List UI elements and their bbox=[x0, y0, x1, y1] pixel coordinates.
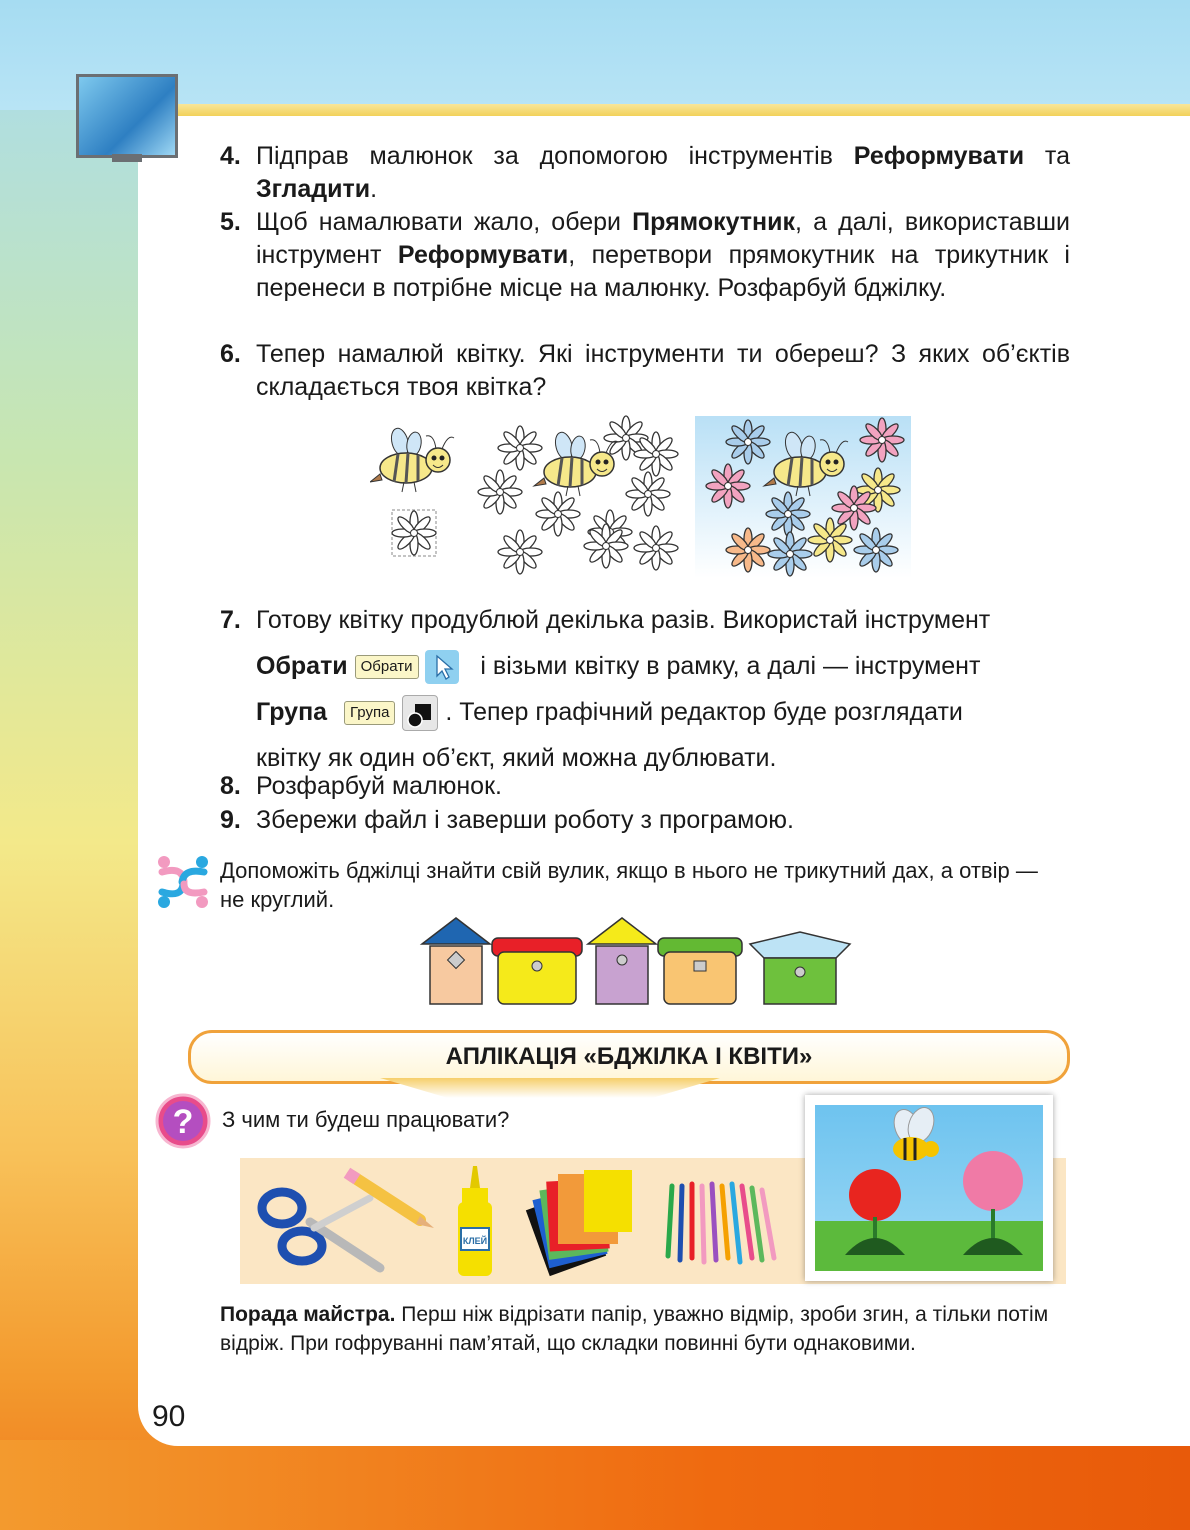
bottom-band bbox=[0, 1440, 1190, 1530]
step-text: Щоб намалювати жало, обери Прямокутник, а далі, використавши інструмент Реформувати, перетвори прямокутник на трикутник і перенеси в потрібне місце на малюнку. Розфарбуй бджілку. bbox=[256, 208, 1070, 302]
step-number: 6. bbox=[220, 340, 241, 368]
beehives bbox=[410, 916, 860, 1010]
step-7-line-1: Готову квітку продублюй декілька разів. Використай інструмент bbox=[256, 606, 991, 634]
section-title: АПЛІКАЦІЯ «БДЖІЛКА І КВІТИ» bbox=[445, 1043, 813, 1070]
materials-illustration bbox=[240, 1158, 800, 1284]
colored-paper-icon bbox=[526, 1170, 632, 1276]
step-7-line-3: . Тепер графічний редактор буде розглядати bbox=[445, 698, 963, 726]
svg-text:?: ? bbox=[172, 1103, 194, 1141]
step-9 bbox=[220, 804, 1070, 837]
step-number: 9. bbox=[220, 806, 241, 834]
group-tool-chip: Група bbox=[344, 701, 395, 725]
puzzle-people-icon bbox=[154, 852, 212, 912]
markers-icon bbox=[668, 1184, 774, 1262]
group-shapes-icon bbox=[402, 695, 438, 731]
beehive bbox=[422, 918, 490, 1004]
group-tool-name: Група bbox=[256, 698, 328, 726]
step-text: Розфарбуй малюнок. bbox=[256, 772, 502, 800]
tip-heading: Порада майстра. bbox=[220, 1303, 396, 1326]
beehive bbox=[750, 932, 850, 1004]
puzzle-text: Допоможіть бджілці знайти свій вулик, якщо в нього не трикутний дах, а отвір — не круглий. bbox=[220, 858, 1038, 912]
beehive bbox=[492, 938, 582, 1004]
step-number: 7. bbox=[220, 606, 241, 634]
cursor-arrow-icon bbox=[425, 650, 459, 684]
glue-bottle-icon bbox=[458, 1166, 492, 1276]
step-7-line-2: і візьми квітку в рамку, а далі — інструмент bbox=[480, 652, 981, 680]
step-4 bbox=[220, 140, 1070, 206]
monitor-icon bbox=[72, 70, 180, 158]
question-icon bbox=[154, 1092, 212, 1150]
tip-text: Перш ніж відрізати папір, уважно відмір, зроби згин, а тільки потім відріж. При гофруванні пам’ятай, що складки повинні бути однаковими. bbox=[220, 1303, 1049, 1355]
master-tip bbox=[220, 1300, 1065, 1358]
select-tool-name: Обрати bbox=[256, 652, 348, 680]
beehive bbox=[588, 918, 656, 1004]
question-text: З чим ти будеш працювати? bbox=[222, 1107, 510, 1132]
step-number: 5. bbox=[220, 208, 241, 236]
step-7 bbox=[220, 598, 1070, 780]
step-text: Підправ малюнок за допомогою інструментів Реформувати та Згладити. bbox=[256, 142, 1070, 203]
scissors-icon bbox=[262, 1192, 380, 1268]
page-number: 90 bbox=[152, 1400, 186, 1433]
yellow-stripe bbox=[140, 104, 1190, 116]
step-8 bbox=[220, 770, 1070, 803]
step-number: 8. bbox=[220, 772, 241, 800]
select-tool-chip: Обрати bbox=[355, 655, 419, 679]
section-banner bbox=[188, 1030, 1070, 1084]
step-number: 4. bbox=[220, 142, 241, 170]
step-5 bbox=[220, 206, 1070, 305]
beehive bbox=[658, 938, 742, 1004]
applique-photo bbox=[805, 1095, 1053, 1281]
bee-flower-illustration bbox=[370, 414, 915, 580]
pencil-icon bbox=[344, 1168, 434, 1228]
step-text: Збережи файл і заверши роботу з програмою. bbox=[256, 806, 794, 834]
step-text: Тепер намалюй квітку. Які інструменти ти обереш? З яких об’єктів складається твоя квітка? bbox=[256, 340, 1070, 401]
step-7-line-4: квітку як один об’єкт, який можна дублювати. bbox=[256, 744, 777, 772]
glue-label: КЛЕЙ bbox=[462, 1236, 488, 1246]
step-6 bbox=[220, 338, 1070, 404]
